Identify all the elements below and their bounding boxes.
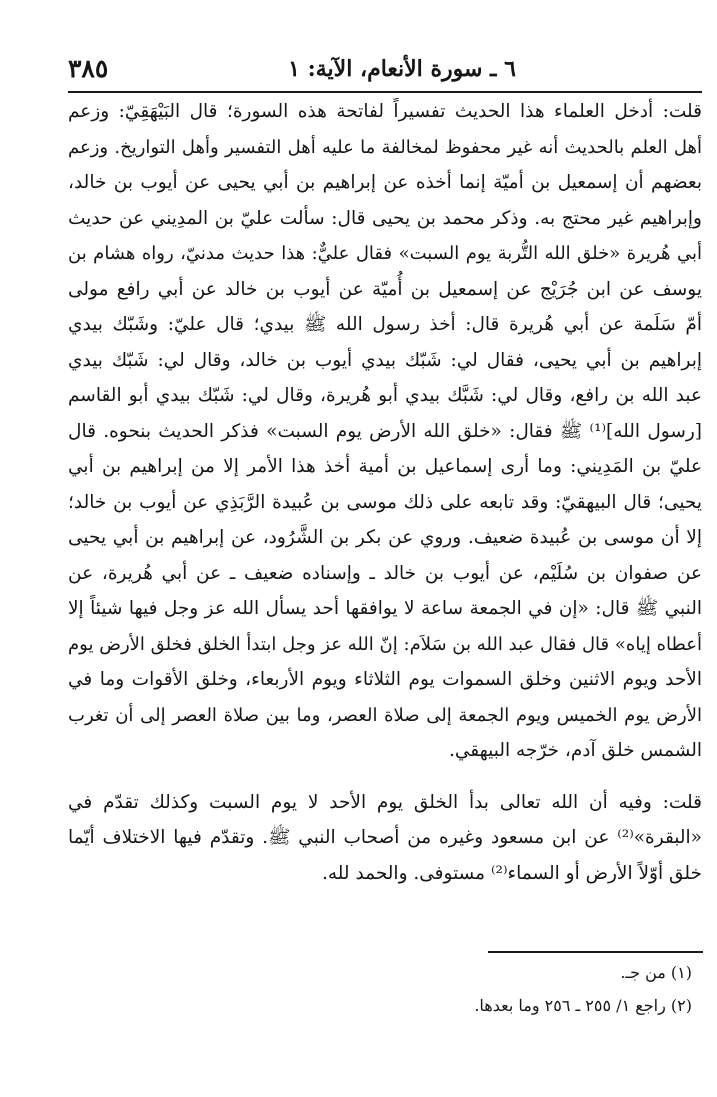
header-divider — [68, 91, 702, 93]
footnote-divider — [488, 951, 703, 953]
text-line: إبراهيم بن أبي يحيى، فقال لي: شَبّك بيدي أيوب بن خالد، وقال لي: شَبّك بيدي — [68, 349, 702, 371]
text-line: بعضهم أن إسمعيل بن أميّة إنما أخذه عن إبراهيم بن أبي يحيى عن أيوب بن خالد، — [68, 172, 702, 193]
text-line: أمّ سَلَمة عن أبي هُريرة قال: أخذ رسول الله ﷺ بيدي؛ قال عليّ: وشَبّك بيدي — [68, 314, 702, 335]
text-line: يحيى؛ قال البيهقيّ: وقد تابعه على ذلك موسى بن عُبيدة الرَّبَذِي عن أيوب بن خالد؛ — [68, 491, 703, 513]
text-line: أبي هُريرة «خلق الله التُّربة يوم السبت» فقال عليٌّ: هذا حديث مدنيّ، رواه هشام بن — [68, 243, 702, 264]
text-line: أهل العلم بالحديث أنه غير محفوظ لمخالفة ما عليه أهل التفسير وأهل التواريخ. وزعم — [68, 136, 702, 158]
running-title: ٦ ـ سورة الأنعام، الآية: ١ — [288, 56, 516, 82]
text-line: يوسف عن ابن جُرَيْج عن إسمعيل بن أُميّة عن أيوب بن خالد عن أبي رافع مولى — [68, 278, 702, 300]
text-line: قلت: أدخل العلماء هذا الحديث تفسيراً لفاتحة هذه السورة؛ قال البَيْهَقِيّ: وزعم — [68, 101, 702, 122]
text-line: الأحد ويوم الاثنين وخلق السموات يوم الثلاثاء ويوم الأربعاء، وخلق الأقوات وما في — [68, 669, 702, 690]
text-line: عن صفوان بن سُلَيْم، عن أيوب بن خالد ـ وإسناده ضعيف ـ عن أبي هُريرة، عن — [68, 562, 702, 584]
text-line: خلق أوّلاً الأرض أو السماء⁽²⁾ مستوفى. والحمد لله. — [322, 862, 702, 884]
text-line: الأرض يوم الخميس ويوم الجمعة إلى صلاة العصر، وما بين صلاة العصر إلى أن تغرب — [68, 704, 702, 726]
text-line: عليّ بن المَدِيني: وما أرى إسماعيل بن أمية أخذ هذا الأمر إلا من إبراهيم بن أبي — [68, 456, 702, 477]
text-line: قلت: وفيه أن الله تعالى بدأ الخلق يوم الأحد لا يوم السبت وكذلك تقدّم في — [68, 791, 702, 813]
main-text — [68, 94, 702, 891]
text-line: «البقرة»⁽²⁾ عن ابن مسعود وغيره من أصحاب النبي ﷺ. وتقدّم فيها الاختلاف أيّما — [68, 827, 702, 848]
footnote-2: (٢) راجع ١/ ٢٥٥ ـ ٢٥٦ وما بعدها. — [474, 996, 692, 1015]
text-line: الشمس خلق آدم، خرّجه البيهقي. — [448, 740, 702, 761]
footnotes — [88, 956, 692, 1022]
text-line: أعطاه إياه» قال فقال عبد الله بن سَلاَم: إنّ الله عز وجل ابتدأ الخلق فخلق الأرض يوم — [68, 633, 702, 655]
paragraph-spacer — [68, 769, 702, 785]
page-header — [68, 54, 702, 90]
page-number: ٣٨٥ — [68, 54, 109, 83]
paragraph-1 — [68, 94, 702, 769]
text-line: إلا أن موسى بن عُبيدة ضعيف. وروي عن بكر بن الشَّرُود، عن إبراهيم بن أبي يحيى — [68, 527, 702, 548]
paragraph-2 — [68, 785, 702, 892]
text-line: النبي ﷺ قال: «إن في الجمعة ساعة لا يوافقها أحد يسأل الله عز وجل فيها شيئاً إلا — [68, 598, 702, 619]
text-line: [رسول الله]⁽¹⁾ ﷺ فقال: «خلق الله الأرض يوم السبت» فذكر الحديث بنحوه. قال — [68, 420, 702, 442]
text-line: وإبراهيم غير محتج به. وذكر محمد بن يحيى قال: سألت عليّ بن المدِيني عن حديث — [68, 207, 702, 229]
text-line: عبد الله بن رافع، وقال لي: شَبَّك بيدي أبو هُريرة، وقال لي: شَبّك بيدي أبو القاسم — [68, 385, 702, 406]
footnote-1: (١) من جـ. — [620, 963, 692, 982]
